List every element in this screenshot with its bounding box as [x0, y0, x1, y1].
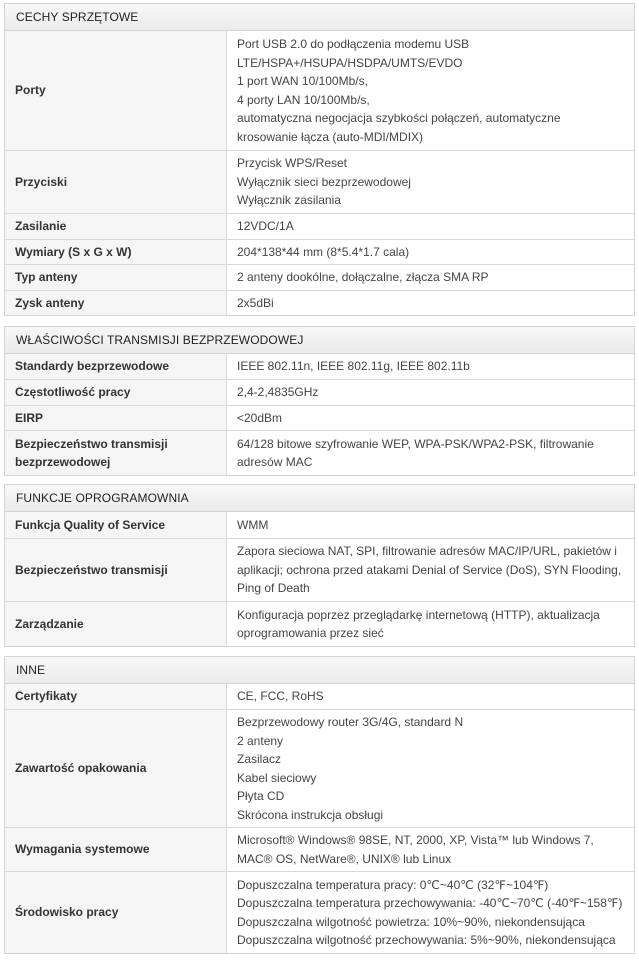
row-value: [227, 380, 634, 405]
value-line: 2 anteny dookólne, dołączalne, złącza SMA RP: [237, 270, 489, 285]
row-label: Bezpieczeństwo transmisji bezprzewodowej: [5, 431, 227, 475]
value-line: 2 anteny: [237, 733, 284, 748]
table-row: [5, 239, 634, 264]
table-row: [5, 31, 634, 150]
row-label: Certyfikaty: [5, 684, 227, 709]
row-value: [227, 265, 634, 290]
row-label: Funkcja Quality of Service: [5, 512, 227, 538]
row-label: Przyciski: [5, 151, 227, 213]
row-value: [227, 354, 634, 379]
table-row: [5, 512, 634, 538]
table-row: [5, 430, 634, 475]
row-label: Środowisko pracy: [5, 872, 227, 953]
section-title: CECHY SPRZĘTOWE: [5, 4, 634, 31]
table-row: [5, 354, 634, 379]
row-value: [227, 406, 634, 430]
value-line: Płyta CD: [237, 789, 285, 803]
value-line: Bezprzewodowy router 3G/4G, standard N: [237, 715, 464, 729]
section-other: [4, 656, 635, 954]
value-line: 1 port WAN 10/100Mb/s,: [237, 74, 368, 88]
section-title: FUNKCJE OPROGRAMOWNIA: [5, 485, 634, 512]
value-line: aplikacji; ochrona przed atakami Denial of Service (DoS), SYN Flooding,: [237, 562, 622, 577]
row-value: [227, 684, 634, 709]
value-line: 4 porty LAN 10/100Mb/s,: [237, 92, 370, 107]
value-line: Dopuszczalna wilgotność powietrza: 10%~90%, niekondensująca: [237, 914, 585, 929]
value-line: Dopuszczalna wilgotność przechowywania: 5%~90%, niekondensująca: [237, 933, 616, 947]
value-line: Dopuszczalna temperatura przechowywania: -40℃~70℃ (-40℉~158℉): [237, 896, 623, 910]
table-row: [5, 601, 634, 646]
value-line: <20dBm: [237, 410, 283, 425]
value-line: Przycisk WPS/Reset: [237, 156, 348, 171]
table-row: [5, 405, 634, 430]
table-row: [5, 150, 634, 213]
value-line: IEEE 802.11n, IEEE 802.11g, IEEE 802.11b: [237, 359, 470, 374]
value-line: adresów MAC: [237, 455, 313, 469]
section-title: INNE: [5, 657, 634, 684]
value-line: krosowanie łącza (auto-MDI/MDIX): [237, 129, 424, 144]
row-value: [227, 240, 634, 264]
row-value: [227, 31, 634, 150]
row-value: [227, 512, 634, 538]
value-line: Wyłącznik sieci bezprzewodowej: [237, 174, 411, 189]
value-line: 2x5dBi: [237, 295, 274, 310]
row-value: [227, 431, 634, 475]
row-label: EIRP: [5, 406, 227, 430]
row-value: [227, 214, 634, 239]
value-line: Skrócona instrukcja obsługi: [237, 807, 384, 822]
value-line: 204*138*44 mm (8*5.4*1.7 cala): [237, 244, 410, 259]
value-line: Zasilacz: [237, 752, 282, 766]
table-row: [5, 264, 634, 290]
table-row: [5, 709, 634, 827]
row-label: Zarządzanie: [5, 602, 227, 646]
row-label: Wymiary (S x G x W): [5, 240, 227, 264]
value-line: Ping of Death: [237, 581, 310, 596]
value-line: Microsoft® Windows® 98SE, NT, 2000, XP, Vista™ lub Windows 7,: [237, 833, 594, 847]
table-row: [5, 871, 634, 953]
row-label: Porty: [5, 31, 227, 150]
value-line: Kabel sieciowy: [237, 770, 317, 785]
table-row: [5, 538, 634, 601]
table-row: [5, 684, 634, 709]
row-label: Standardy bezprzewodowe: [5, 354, 227, 379]
value-line: 2,4-2,4835GHz: [237, 385, 319, 400]
table-row: [5, 213, 634, 239]
section-hardware: [4, 3, 635, 316]
table-row: [5, 290, 634, 315]
value-line: oprogramowania przez sieć: [237, 626, 384, 640]
row-value: [227, 710, 634, 827]
section-software: [4, 484, 635, 647]
value-line: 64/128 bitowe szyfrowanie WEP, WPA-PSK/WPA2-PSK, filtrowanie: [237, 436, 594, 451]
value-line: Konfiguracja poprzez przeglądarkę internetową (HTTP), aktualizacja: [237, 607, 600, 622]
value-line: Port USB 2.0 do podłączenia modemu USB: [237, 37, 470, 51]
row-label: Typ anteny: [5, 265, 227, 290]
table-row: [5, 827, 634, 871]
row-value: [227, 291, 634, 315]
row-label: Częstotliwość pracy: [5, 380, 227, 405]
row-label: Zysk anteny: [5, 291, 227, 315]
value-line: Zapora sieciowa NAT, SPI, filtrowanie adresów MAC/IP/URL, pakietów i: [237, 544, 617, 559]
table-row: [5, 379, 634, 405]
value-line: 12VDC/1A: [237, 219, 294, 234]
row-value: [227, 151, 634, 213]
row-value: [227, 828, 634, 871]
row-label: Bezpieczeństwo transmisji: [5, 539, 227, 601]
row-label: Wymagania systemowe: [5, 828, 227, 871]
row-value: [227, 539, 634, 601]
section-title: WŁAŚCIWOŚCI TRANSMISJI BEZPRZEWODOWEJ: [5, 327, 634, 354]
section-wireless: [4, 326, 635, 476]
row-value: [227, 872, 634, 953]
row-label: Zasilanie: [5, 214, 227, 239]
value-line: Dopuszczalna temperatura pracy: 0℃~40℃ (32℉~104℉): [237, 877, 549, 892]
value-line: Wyłącznik zasilania: [237, 193, 341, 208]
value-line: CE, FCC, RoHS: [237, 689, 324, 704]
value-line: LTE/HSPA+/HSUPA/HSDPA/UMTS/EVDO: [237, 55, 463, 70]
row-label: Zawartość opakowania: [5, 710, 227, 827]
value-line: automatyczna negocjacja szybkości połączeń, automatyczne: [237, 111, 561, 125]
row-value: [227, 602, 634, 646]
value-line: MAC® OS, NetWare®, UNIX® lub Linux: [237, 851, 452, 866]
value-line: WMM: [237, 517, 269, 532]
